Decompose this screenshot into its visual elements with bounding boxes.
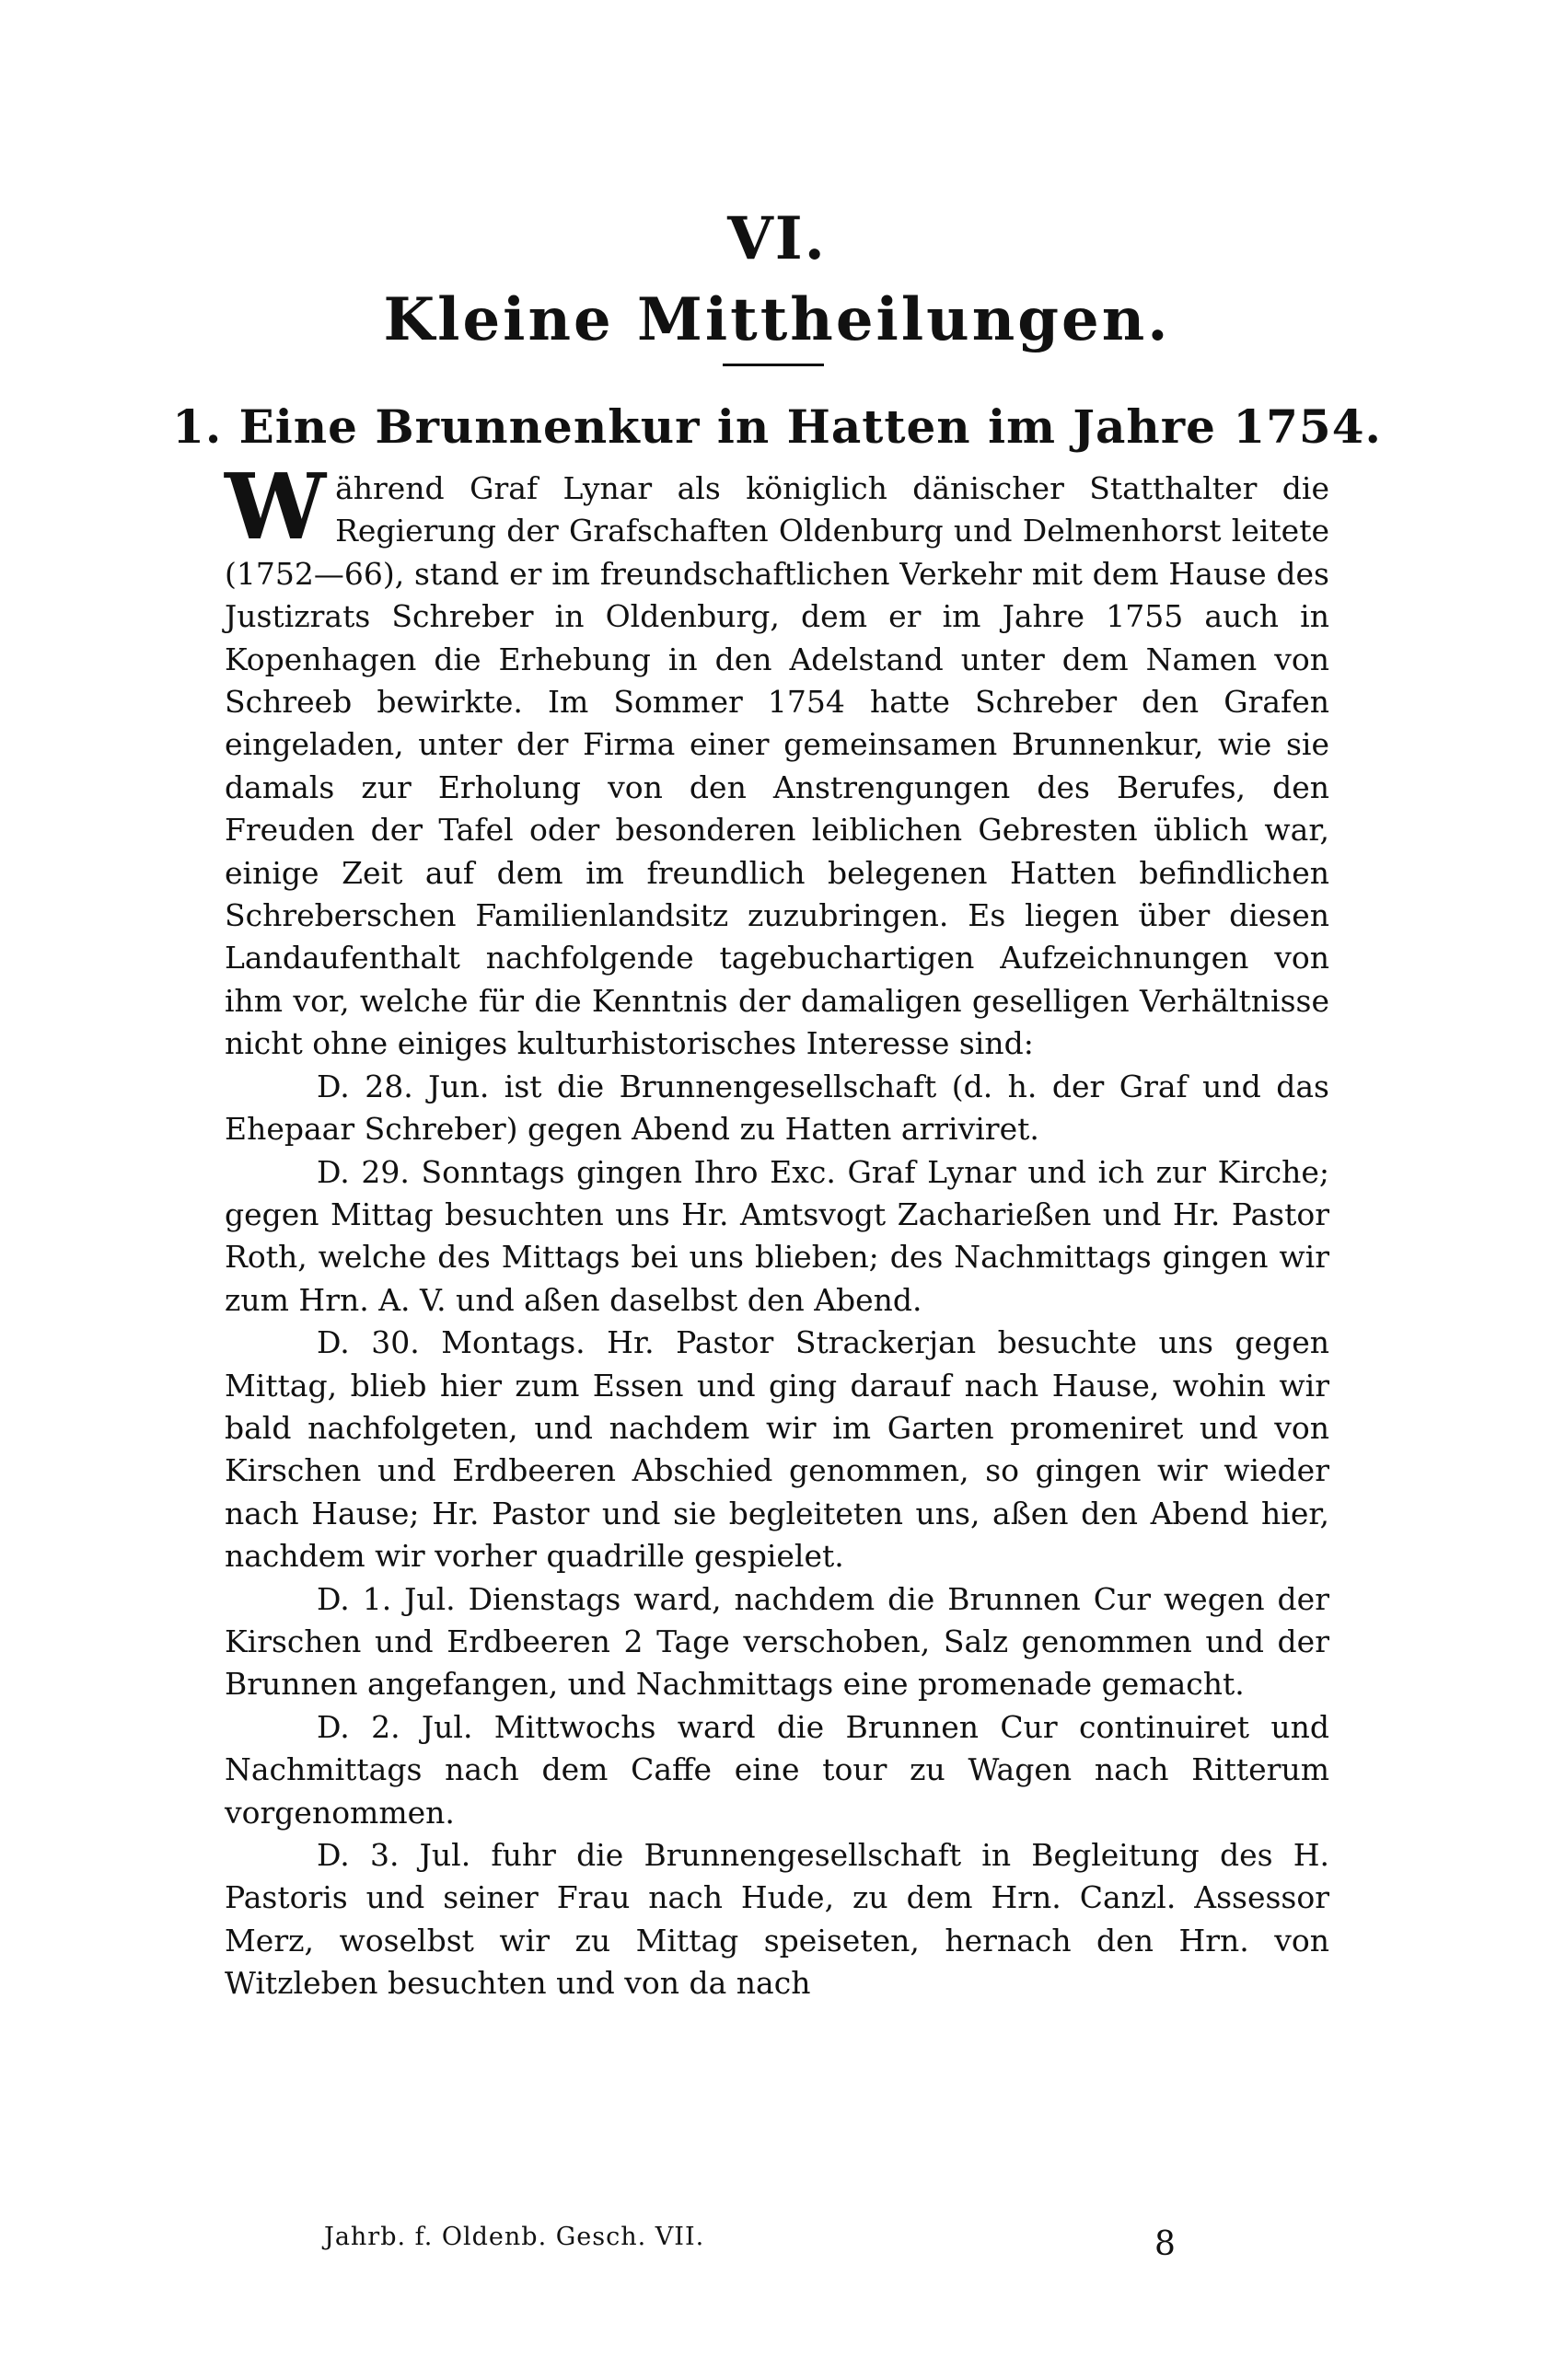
title-divider <box>723 364 824 366</box>
diary-entry-jun-30: D. 30. Montags. Hr. Pastor Strackerjan besuchte uns gegen Mittag, blieb hier zum Essen und ging darauf nach Hause, wohin wir bald nachfolgeten, und nachdem wir im Garten promeniret und von Kirschen und Erdbeeren Abschied genommen, so gingen wir wieder nach Hause; Hr. Pastor und sie begleiteten uns, aßen den Abend hier, nachdem wir vorher quadrille gespielet. <box>225 1324 1329 1575</box>
diary-entry-jul-3: D. 3. Jul. fuhr die Brunnengesellschaft in Begleitung des H. Pastoris und seiner Frau nach Hude, zu dem Hrn. Canzl. Assessor Merz, woselbst wir zu Mittag speiseten, hernach den Hrn. von Witzleben besuchten und von da nach <box>225 1837 1329 2002</box>
page-number: 8 <box>1154 2225 1176 2263</box>
article-title: 1. Eine Brunnenkur in Hatten im Jahre 1754. <box>172 399 1382 454</box>
chapter-number: VI. <box>727 204 827 273</box>
diary-entry-jul-1: D. 1. Jul. Dienstags ward, nachdem die Brunnen Cur wegen der Kirschen und Erdbeeren 2 Tage verschoben, Salz genommen und der Brunnen angefangen, und Nachmittags eine promenade gemacht. <box>225 1580 1329 1703</box>
diary-entry-jun-28: D. 28. Jun. ist die Brunnengesellschaft (d. h. der Graf und das Ehepaar Schreber) gegen Abend zu Hatten arriviret. <box>225 1068 1329 1148</box>
diary-entry-jul-2: D. 2. Jul. Mittwochs ward die Brunnen Cur continuiret und Nachmittags nach dem Caffe eine tour zu Wagen nach Ritterum vorgenommen. <box>225 1708 1329 1831</box>
diary-entry-jun-29: D. 29. Sonntags gingen Ihro Exc. Graf Lynar und ich zur Kirche; gegen Mittag besuchten uns Hr. Amtsvogt Zacharießen und Hr. Pastor Roth, welche des Mittags bei uns blieben; des Nachmittags gingen wir zum Hrn. A. V. und aßen daselbst den Abend. <box>225 1153 1329 1318</box>
drop-cap: W <box>225 455 327 560</box>
article-body <box>225 455 1329 2005</box>
footer-signature: Jahrb. f. Oldenb. Gesch. VII. <box>324 2223 705 2251</box>
paragraph-intro <box>225 455 1329 1066</box>
paragraph-intro-text: ährend Graf Lynar als königlich dänischer Statthalter die Regierung der Grafschaften Oldenburg und Delmenhorst leitete (1752—66), stand er im freundschaftlichen Verkehr mit dem Hause des Justizrats Schreber in Oldenburg, dem er im Jahre 1755 auch in Kopenhagen die Erhebung in den Adelstand unter dem Namen von Schreeb bewirkte. Im Sommer 1754 hatte Schreber den Grafen eingeladen, unter der Firma einer gemeinsamen Brunnenkur, wie sie damals zur Erholung von den Anstrengungen des Berufes, den Freuden der Tafel oder besonderen leiblichen Gebresten üblich war, einige Zeit auf dem im freundlich belegenen Hatten befindlichen Schreberschen Familienlandsitz zuzubringen. Es liegen über diesen Landaufenthalt nachfolgende tagebuchartigen Aufzeichnungen von ihm vor, welche für die Kenntnis der damaligen geselligen Verhältnisse nicht ohne einiges kulturhistorisches Interesse sind: <box>225 470 1329 1062</box>
section-title: Kleine Mittheilungen. <box>383 285 1171 354</box>
